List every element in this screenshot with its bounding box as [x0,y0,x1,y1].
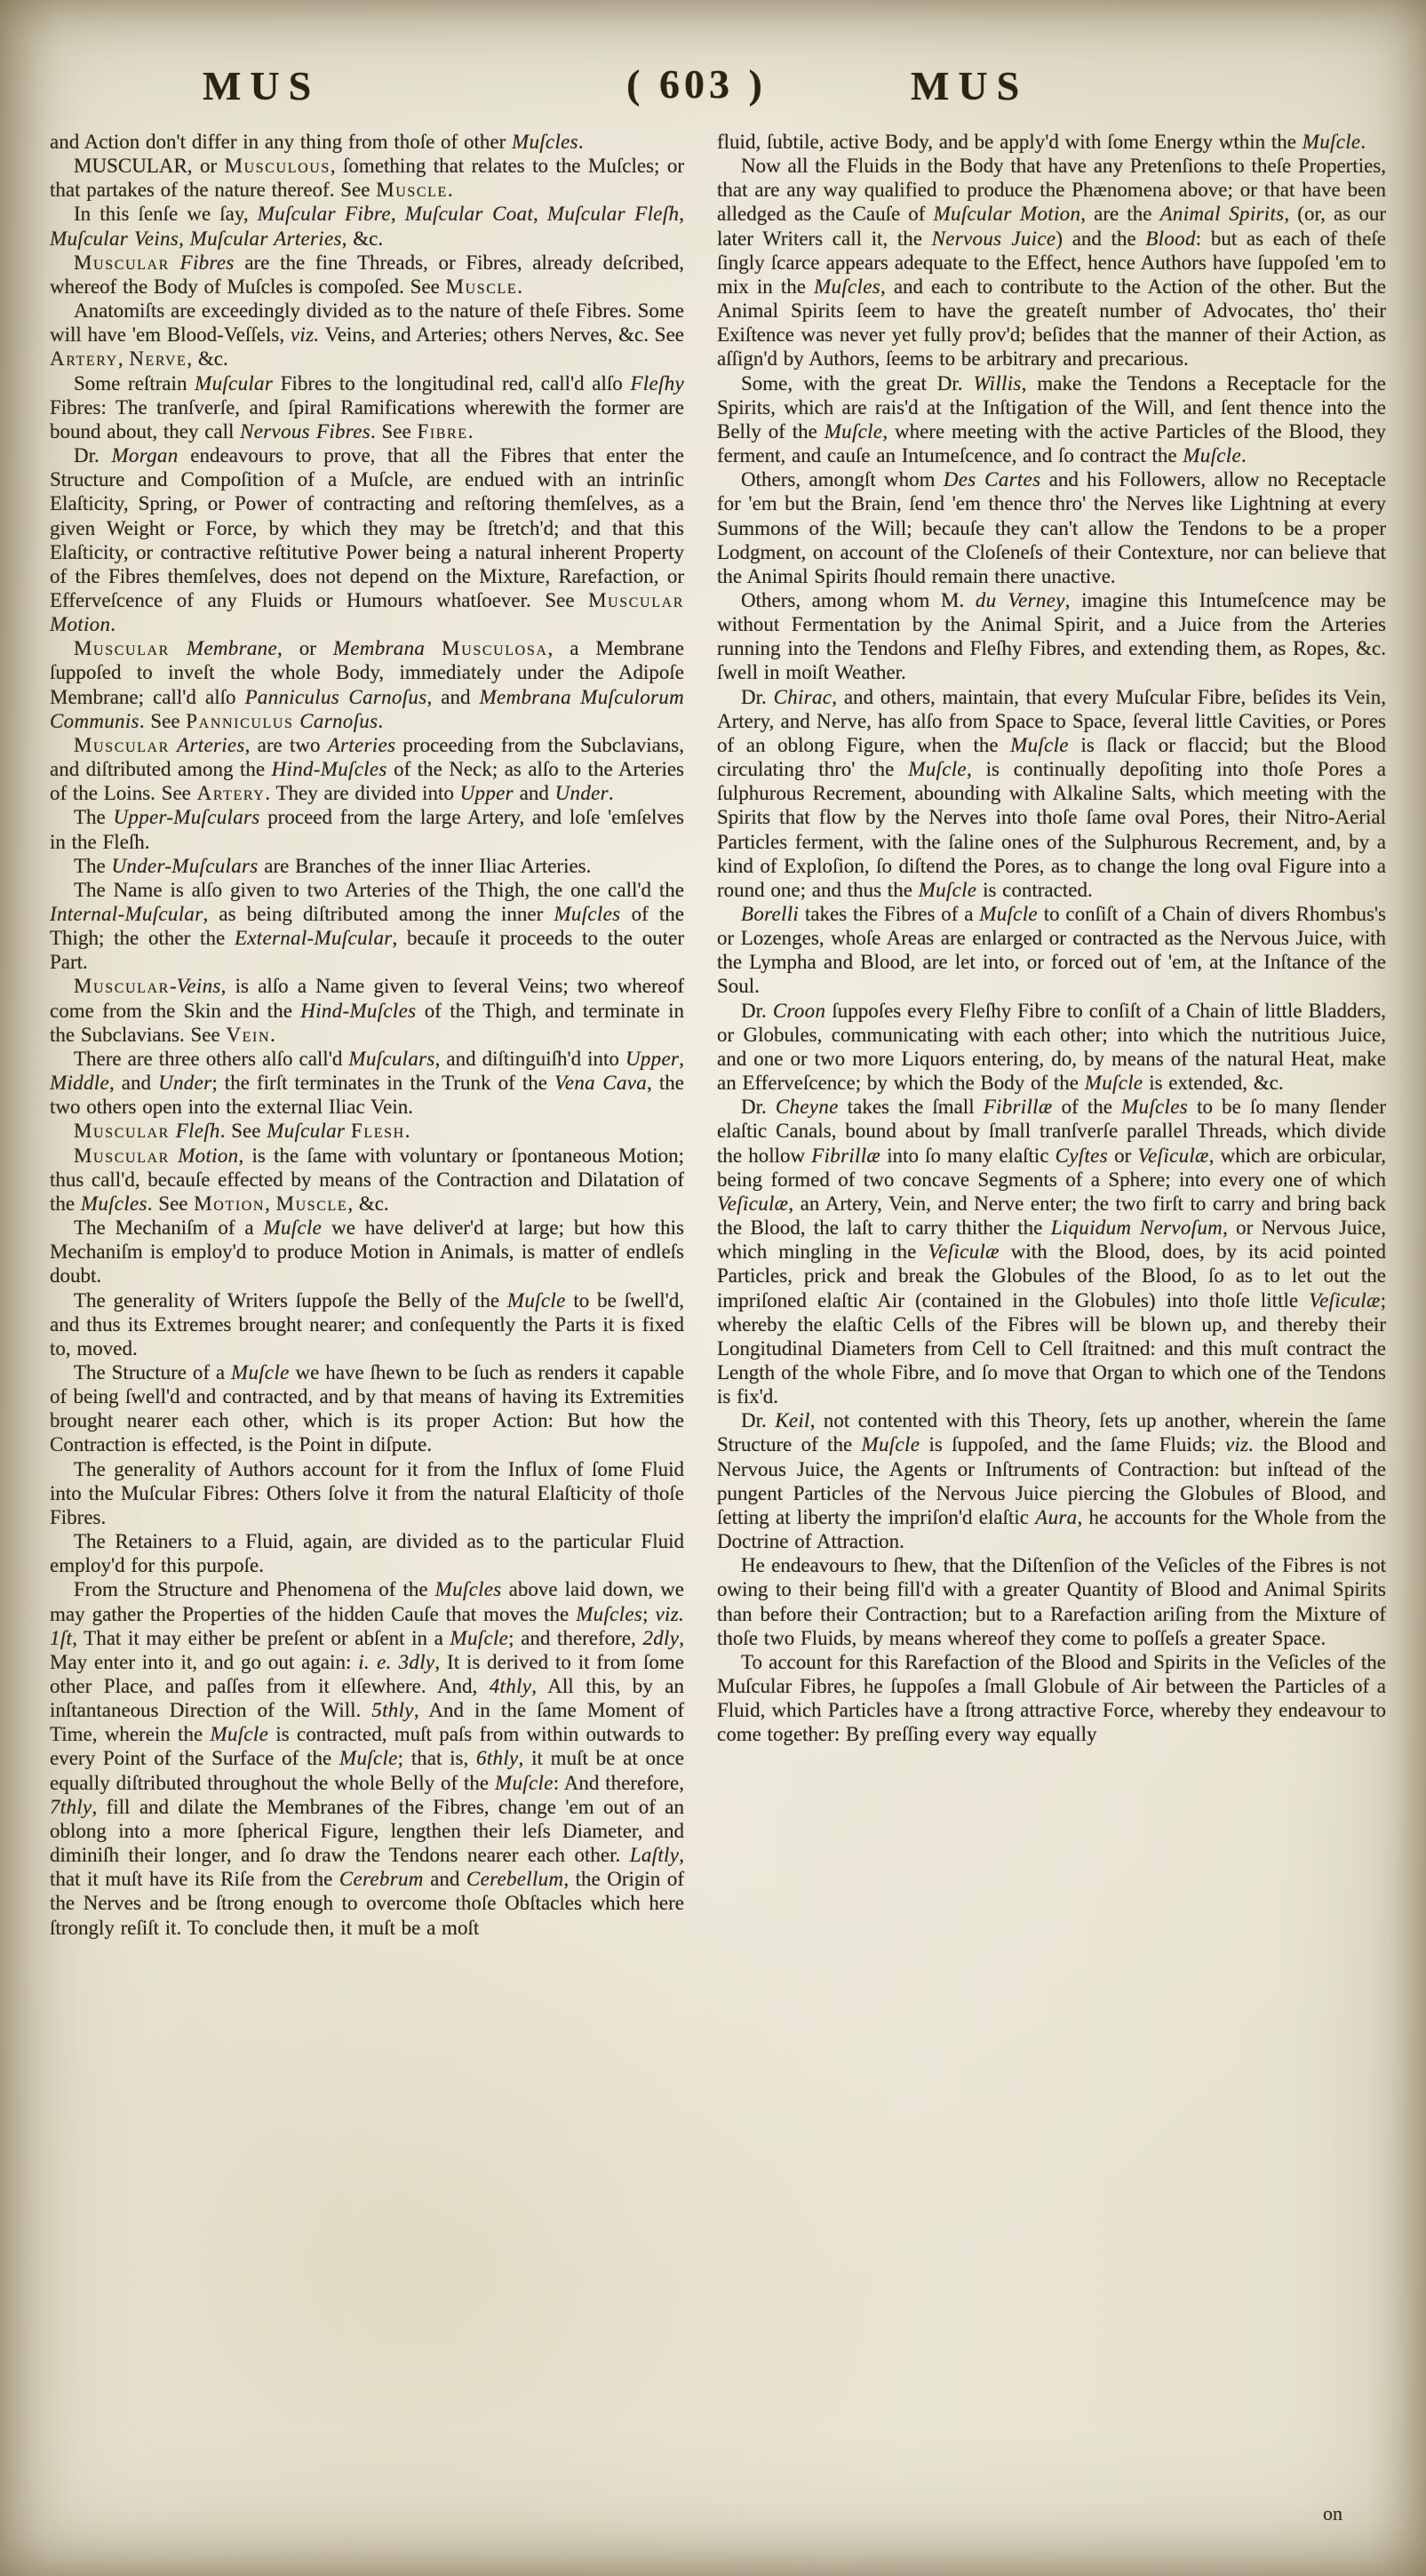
paragraph: The generality of Writers ſuppoſe the Belly of the Muſcle to be ſwell'd, and thus its Extremes brought nearer; and conſequently the Parts it is fixed to, moved. [50,1288,684,1360]
paragraph: Some, with the great Dr. Willis, make the Tendons a Receptacle for the Spirits, which are rais'd at the Inſtigation of the Will, and ſent thence into the Belly of the Muſcle, where meeting with the active Particles of the Blood, they ferment, and cauſe an Intumeſcence, and ſo contract the Muſcle. [717,371,1387,467]
paragraph: There are three others alſo call'd Muſculars, and diſtinguiſh'd into Upper, Middle, and Under; the firſt terminates in the Trunk of the Vena Cava, the two others open into the external Iliac Vein. [50,1047,684,1119]
paragraph: The Under-Muſculars are Branches of the inner Iliac Arteries. [74,854,592,877]
paragraph: Dr. Cheyne takes the ſmall Fibrillæ of the Muſcles to be ſo many ſlender elaſtic Canals, bound about by ſmall tranſverſe parallel Threads, which divide the hollow Fibrillæ into ſo many elaſtic Cyſtes or Veſiculæ, which are orbicular, being formed of two concave Segments of a Sphere; into every one of which Veſiculæ, an Artery, Vein, and Nerve enter; the two firſt to carry and bring back the Blood, the laſt to carry thither the Liquidum Nervoſum, or Nervous Juice, which mingling in the Veſiculæ with the Blood, does, by its acid pointed Particles, prick and break the Globules of the Blood, ſo as to let out the impriſoned elaſtic Air (contained in the Globules) into thoſe little Veſiculæ; whereby the elaſtic Cells of the Fibres will be blown up, and thereby their Longitudinal Diameters from Cell to Cell ſtraitned: and this muſt contract the Length of the whole Fibre, and ſo move that Organ to which one of the Tendons is fix'd. [717,1096,1387,1408]
page-number: ( 603 ) [626,61,767,107]
paragraph: The Name is alſo given to two Arteries of the Thigh, the one call'd the Internal-Muſcular, as being diſtributed among the inner Muſcles of the Thigh; the other the External-Muſcular, becauſe it proceeds to the outer Part. [50,878,684,974]
paragraph: The Mechaniſm of a Muſcle we have deliver'd at large; but how this Mechaniſm is employ'd to produce Motion in Animals, is matter of endleſs doubt. [50,1216,685,1288]
paragraph: Muscular Fibres are the fine Threads, or Fibres, already deſcribed, whereof the Body of Muſcles is compoſed. See Muscle. [50,251,684,298]
paragraph: The Structure of a Muſcle we have ſhewn to be ſuch as renders it capable of being ſwell'd and contracted, and by that means of having its Extremities brought nearer each other, which is its proper Action: But how the Contraction is effected, is the Point in diſpute. [50,1360,684,1456]
running-head-right: MUS [911,63,1029,108]
paragraph: The Upper-Muſculars proceed from the large Artery, and loſe 'emſelves in the Fleſh. [50,806,684,853]
paragraph: Others, among whom M. du Verney, imagine this Intumeſcence may be without Fermentation by the Animal Spirit, and a Juice from the Arteries running into the Tendons and Fleſhy Fibres, and extending them, as Ropes, &c. ſwell in moiſt Weather. [717,588,1386,684]
paragraph: Dr. Chirac, and others, maintain, that every Muſcular Fibre, beſides its Vein, Artery, and Nerve, has alſo from Space to Space, ſeveral little Cavities, or Pores of an oblong Figure, when the Muſcle is ſlack or flaccid; but the Blood circulating thro' the Muſcle, is continually depoſiting into thoſe Pores a ſulphurous Recrement, abounding with Alkaline Salts, which meeting with the Spirits that flow by the Nerves into thoſe ſame oval Pores, their Nitro-Aerial Particles ferment, with the ſaline ones of the Sulphurous Recrement, and, by a kind of Exploſion, ſo diſtend the Pores, as to change the long oval Figure into a round one; and thus the Muſcle is contracted. [717,685,1386,901]
paragraph: To account for this Rarefaction of the Blood and Spirits in the Veſicles of the Muſcular Fibres, he ſuppoſes a ſmall Globule of Air between the Particles of a Fluid, which Particles have a ſtrong attractive Force, whereby they endeavour to come together: By preſſing every way equally [717,1650,1386,1746]
paragraph: fluid, ſubtile, active Body, and be apply'd with ſome Energy wthin the Muſcle. [717,131,1366,153]
paragraph: MUSCULAR, or Musculous, ſomething that relates to the Muſcles; or that partakes of the nature thereof. See Muscle. [50,155,684,202]
left-column [50,130,684,1940]
running-head-left: MUS [203,63,321,108]
paragraph: Muscular Motion, is the ſame with voluntary or ſpontaneous Motion; thus call'd, becauſe effected by means of the Contraction and Dilatation of the Muſcles. See Motion, Muscle, &c. [50,1144,685,1215]
paragraph: Anatomiſts are exceedingly divided as to the nature of theſe Fibres. Some will have 'em Blood-Veſſels, viz. Veins, and Arteries; others Nerves, &c. See Artery, Nerve, &c. [50,299,684,371]
paragraph: Muscular-Veins, is alſo a Name given to ſeveral Veins; two whereof come from the Skin and the Hind-Muſcles of the Thigh, and terminate in the Subclavians. See Vein. [50,975,684,1046]
paragraph: Muscular Arteries, are two Arteries proceeding from the Subclavians, and diſtributed among the Hind-Muſcles of the Neck; as alſo to the Arteries of the Loins. See Artery. They are divided into Upper and Under. [50,733,685,805]
paragraph: He endeavours to ſhew, that the Diſtenſion of the Veſicles of the Fibres is not owing to their being fill'd with a greater Quantity of Blood and Animal Spirits than before their Contraction; but to a Rarefaction ariſing from the Mixture of thoſe two Fluids, by means whereof they come to poſſeſs a greater Space. [717,1554,1386,1649]
paragraph: From the Structure and Phenomena of the Muſcles above laid down, we may gather the Properties of the hidden Cauſe that moves the Muſcles; viz. 1ſt, That it may either be preſent or abſent in a Muſcle; and therefore, 2dly, May enter into it, and go out again: i. e. 3dly, It is derived to it from ſome other Place, and paſſes from it elſewhere. And, 4thly, All this, by an inſtantaneous Direction of the Will. 5thly, And in the ſame Moment of Time, wherein the Muſcle is contracted, muſt paſs from within outwards to every Point of the Surface of the Muſcle; that is, 6thly, it muſt be at once equally diſtributed throughout the whole Belly of the Muſcle: And therefore, 7thly, fill and dilate the Membranes of the Fibres, change 'em out of an oblong into a more ſpherical Figure, lengthen their leſs Diameter, and diminiſh their longer, and ſo draw the Tendons nearer each other. Laſtly, that it muſt have its Riſe from the Cerebrum and Cerebellum, the Origin of the Nerves and be ſtrong enough to overcome thoſe Obſtacles which here ſtrongly reſiſt it. To conclude then, it muſt be a moſt [50,1578,685,1939]
paragraph: Borelli takes the Fibres of a Muſcle to conſiſt of a Chain of divers Rhombus's or Lozenges, whoſe Areas are enlarged or contracted as the Nervous Juice, with the Lympha and Blood, are let into, or forced out of 'em, at the Inſtance of the Soul. [717,903,1386,998]
paragraph: The Retainers to a Fluid, again, are divided as to the particular Fluid employ'd for this purpoſe. [50,1530,684,1577]
paragraph: Others, amongſt whom Des Cartes and his Followers, allow no Receptacle for 'em but the Brain, ſend 'em thence thro' the Nerves like Lightning at every Summons of the Will; becauſe they can't allow the Tendons to be a proper Lodgment, on account of the Cloſeneſs of their Contexture, nor can believe that the Animal Spirits ſhould remain there unactive. [717,468,1386,587]
paragraph: Dr. Croon ſuppoſes every Fleſhy Fibre to conſiſt of a Chain of little Bladders, or Globules, communicating with each other; into which the nutritious Juice, and one or two more Liquors entering, do, by means of the natural Heat, make an Efferveſcence; by which the Body of the Muſcle is extended, &c. [717,999,1387,1095]
paragraph: Dr. Morgan endeavours to prove, that all the Fibres that enter the Structure and Compoſition of a Muſcle, are endued with an intrinſic Elaſticity, Spring, or Power of contracting and reſtoring themſelves, as a given Weight or Force, by which they may be ſtretch'd; and that this Elaſticity, or contractive reſtitutive Power being a natural inherent Property of the Fibres themſelves, does not depend on the Mixture, Rarefaction, or Efferveſcence of any Fluids or Humours whatſoever. See Muscular Motion. [50,444,685,636]
catchword: on [1323,2502,1342,2524]
paragraph: and Action don't differ in any thing from thoſe of other Muſcles. [50,131,584,153]
paragraph: Muscular Fleſh. See Muſcular Flesh. [74,1120,410,1143]
paragraph: Muscular Membrane, or Membrana Musculosa, a Membrane ſuppoſed to inveſt the whole Body, immediately under the Adipoſe Membrane; call'd alſo Panniculus Carnoſus, and Membrana Muſculorum Communis. See Panniculus Carnoſus. [50,637,685,732]
paragraph: The generality of Authors account for it from the Influx of ſome Fluid into the Muſcular Fibres: Others ſolve it from the natural Elaſticity of thoſe Fibres. [50,1457,684,1528]
paragraph: In this ſenſe we ſay, Muſcular Fibre, Muſcular Coat, Muſcular Fleſh, Muſcular Veins, Muſcular Arteries, &c. [50,203,685,250]
right-column [717,130,1386,1746]
paragraph: Some reſtrain Muſcular Fibres to the longitudinal red, call'd alſo Fleſhy Fibres: The tranſverſe, and ſpiral Ramifications wherewith the former are bound about, they call Nervous Fibres. See Fibre. [50,371,684,443]
paragraph: Now all the Fluids in the Body that have any Pretenſions to theſe Properties, that are any way qualified to produce the Phænomena above; or that have been alledged as the Cauſe of Muſcular Motion, are the Animal Spirits, (or, as our later Writers call it, the Nervous Juice) and the Blood: but as each of theſe ſingly ſcarce appears adequate to the Effect, hence Authors have ſuppoſed 'em to mix in the Muſcles, and each to contribute to the Action of the other. But the Animal Spirits ſeem to have the greateſt number of Advocates, tho' their Exiſtence was never yet fully prov'd; beſides that the manner of their Action, as aſſign'd by Authors, ſeems to be arbitrary and precarious. [717,155,1387,371]
paragraph: Dr. Keil, not contented with this Theory, ſets up another, wherein the ſame Structure of the Muſcle is ſuppoſed, and the ſame Fluids; viz. the Blood and Nervous Juice, the Agents or Inſtruments of Contraction: but inſtead of the pungent Particles of the Nervous Juice piercing the Globules of Blood, and ſetting at liberty the impriſon'd elaſtic Aura, he accounts for the Whole from the Doctrine of Attraction. [717,1409,1386,1553]
